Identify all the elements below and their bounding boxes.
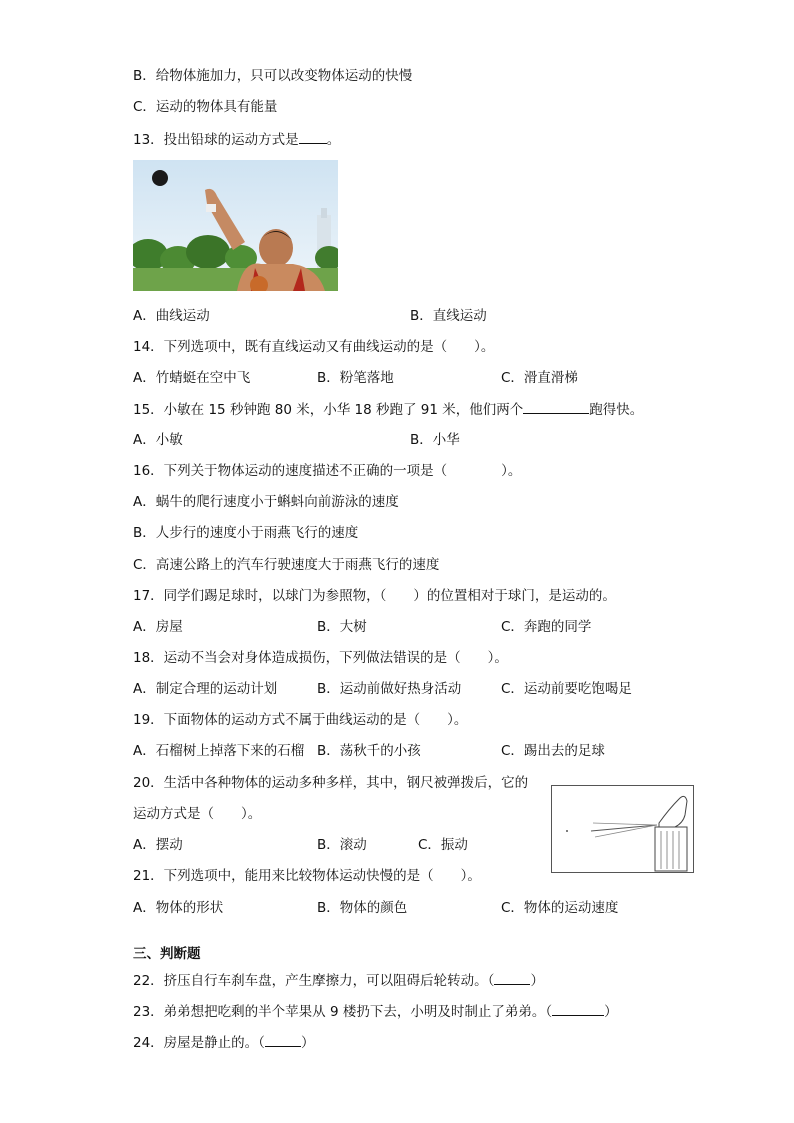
- q18-stem: 18．运动不当会对身体造成损伤，下列做法错误的是（ ）。: [133, 650, 508, 666]
- q19-option-a[interactable]: A．石榴树上掉落下来的石榴: [133, 743, 305, 759]
- q14-option-a[interactable]: A．竹蜻蜓在空中飞: [133, 370, 251, 386]
- answer-blank[interactable]: [299, 129, 327, 144]
- q17-option-c[interactable]: C．奔跑的同学: [501, 619, 592, 635]
- q13-text: 13．投出铅球的运动方式是: [133, 132, 299, 148]
- q18-option-b[interactable]: B．运动前做好热身活动: [317, 681, 462, 697]
- q22-statement: [133, 970, 544, 991]
- vibrating-ruler-diagram: [551, 785, 694, 873]
- q19-stem: 19．下面物体的运动方式不属于曲线运动的是（ ）。: [133, 712, 468, 728]
- q16-option-b[interactable]: B．人步行的速度小于雨燕飞行的速度: [133, 525, 359, 541]
- q16-stem: 16．下列关于物体运动的速度描述不正确的一项是（ ）。: [133, 463, 522, 479]
- answer-blank[interactable]: [523, 399, 589, 414]
- q17-option-a[interactable]: A．房屋: [133, 619, 183, 635]
- q12-option-c: C．运动的物体具有能量: [133, 99, 278, 115]
- q13-option-b[interactable]: B．直线运动: [410, 308, 487, 324]
- q20-option-c[interactable]: C．振动: [418, 837, 468, 853]
- answer-blank[interactable]: [552, 1001, 604, 1016]
- q13-end: 。: [326, 132, 341, 148]
- q15-option-a[interactable]: A．小敏: [133, 432, 183, 448]
- q16-option-a[interactable]: A．蜗牛的爬行速度小于蝌蚪向前游泳的速度: [133, 494, 399, 510]
- q24-text-end: ）: [300, 1035, 315, 1051]
- q21-option-c[interactable]: C．物体的运动速度: [501, 900, 619, 916]
- q18-option-c[interactable]: C．运动前要吃饱喝足: [501, 681, 632, 697]
- q21-option-a[interactable]: A．物体的形状: [133, 900, 224, 916]
- q13-stem: [133, 129, 340, 150]
- answer-blank[interactable]: [265, 1032, 301, 1047]
- q20-option-a[interactable]: A．摆动: [133, 837, 183, 853]
- q22-text-end: ）: [530, 973, 544, 989]
- q12-option-b: B．给物体施加力，只可以改变物体运动的快慢: [133, 68, 413, 84]
- q19-option-b[interactable]: B．荡秋千的小孩: [317, 743, 421, 759]
- q18-option-a[interactable]: A．制定合理的运动计划: [133, 681, 278, 697]
- q22-text: 22．挤压自行车刹车盘，产生摩擦力，可以阻碍后轮转动。（: [133, 973, 495, 989]
- q17-stem: 17．同学们踢足球时，以球门为参照物，（ ）的位置相对于球门，是运动的。: [133, 588, 616, 604]
- q15-option-b[interactable]: B．小华: [410, 432, 460, 448]
- q20-stem-line2: 运动方式是（ ）。: [133, 806, 262, 822]
- q21-stem: 21．下列选项中，能用来比较物体运动快慢的是（ ）。: [133, 868, 481, 884]
- q23-text: 23．弟弟想把吃剩的半个苹果从 9 楼扔下去，小明及时制止了弟弟。（: [133, 1004, 553, 1020]
- shot-put-photo: [133, 160, 338, 291]
- q15-stem: [133, 399, 643, 420]
- q14-option-b[interactable]: B．粉笔落地: [317, 370, 394, 386]
- q14-option-c[interactable]: C．滑直滑梯: [501, 370, 578, 386]
- section-heading: 三、判断题: [133, 946, 201, 962]
- q13-option-a[interactable]: A．曲线运动: [133, 308, 210, 324]
- answer-blank[interactable]: [494, 970, 530, 985]
- q23-text-end: ）: [604, 1004, 618, 1020]
- q16-option-c[interactable]: C．高速公路上的汽车行驶速度大于雨燕飞行的速度: [133, 557, 440, 573]
- q15-text: 15．小敏在 15 秒钟跑 80 米，小华 18 秒跑了 91 米，他们两个: [133, 402, 524, 418]
- q14-stem: 14．下列选项中，既有直线运动又有曲线运动的是（ ）。: [133, 339, 495, 355]
- q24-statement: [133, 1032, 314, 1053]
- q20-option-b[interactable]: B．滚动: [317, 837, 367, 853]
- q15-text-end: 跑得快。: [589, 402, 644, 418]
- q24-text: 24．房屋是静止的。（: [133, 1035, 265, 1051]
- q20-stem-line1: 20．生活中各种物体的运动多种多样，其中，钢尺被弹拨后，它的: [133, 775, 529, 791]
- q21-option-b[interactable]: B．物体的颜色: [317, 900, 408, 916]
- q19-option-c[interactable]: C．踢出去的足球: [501, 743, 605, 759]
- q23-statement: [133, 1001, 618, 1022]
- q17-option-b[interactable]: B．大树: [317, 619, 367, 635]
